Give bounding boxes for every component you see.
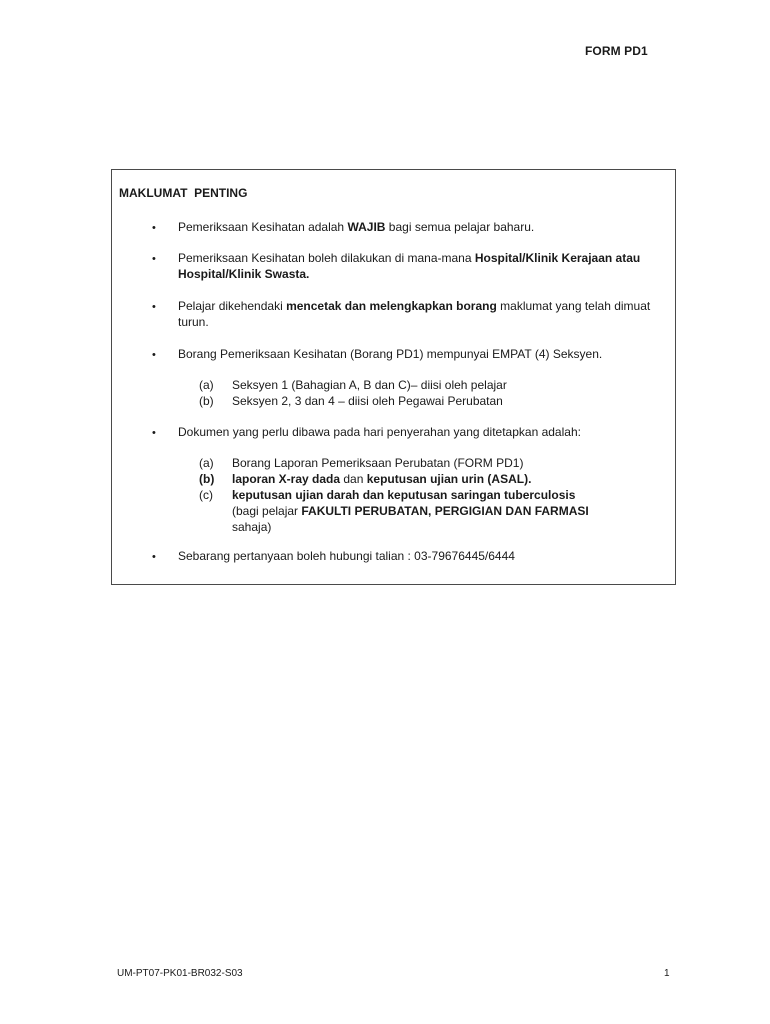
info-item-4: Borang Pemeriksaan Kesihatan (Borang PD1) mempunyai EMPAT (4) Seksyen. [178, 347, 603, 361]
info-item-5: Dokumen yang perlu dibawa pada hari penyerahan yang ditetapkan adalah: [178, 425, 581, 439]
form-code: FORM PD1 [585, 44, 648, 58]
bullet-icon: • [152, 253, 156, 265]
document-reference: UM-PT07-PK01-BR032-S03 [117, 968, 243, 979]
section-label-b: (b) [199, 394, 214, 408]
bullet-icon: • [152, 222, 156, 234]
bullet-icon: • [152, 551, 156, 563]
info-item-1: Pemeriksaan Kesihatan adalah WAJIB bagi semua pelajar baharu. [178, 220, 535, 234]
bullet-icon: • [152, 427, 156, 439]
important-info-box [111, 169, 676, 585]
info-item-3: Pelajar dikehendaki mencetak dan melengkapkan borang maklumat yang telah dimuat turun. [178, 299, 651, 329]
document-label-a: (a) [199, 456, 214, 470]
document-label-c: (c) [199, 488, 213, 502]
document-text-c: keputusan ujian darah dan keputusan saringan tuberculosis (bagi pelajar FAKULTI PERUBATAN, PERGIGIAN DAN FARMASI sahaja) [232, 488, 589, 534]
section-text-a: Seksyen 1 (Bahagian A, B dan C)– diisi oleh pelajar [232, 378, 507, 392]
document-label-b: (b) [199, 472, 215, 486]
bullet-icon: • [152, 301, 156, 313]
bullet-icon: • [152, 349, 156, 361]
document-text-a: Borang Laporan Pemeriksaan Perubatan (FORM PD1) [232, 456, 524, 470]
page-number: 1 [664, 968, 670, 979]
section-text-b: Seksyen 2, 3 dan 4 – diisi oleh Pegawai Perubatan [232, 394, 503, 408]
info-item-2: Pemeriksaan Kesihatan boleh dilakukan di mana-mana Hospital/Klinik Kerajaan atau Hospital/Klinik Swasta. [178, 251, 641, 281]
section-label-a: (a) [199, 378, 214, 392]
box-heading: MAKLUMAT PENTING [119, 186, 248, 200]
info-item-6: Sebarang pertanyaan boleh hubungi talian : 03-79676445/6444 [178, 549, 515, 563]
document-text-b: laporan X-ray dada dan keputusan ujian urin (ASAL). [232, 472, 532, 486]
